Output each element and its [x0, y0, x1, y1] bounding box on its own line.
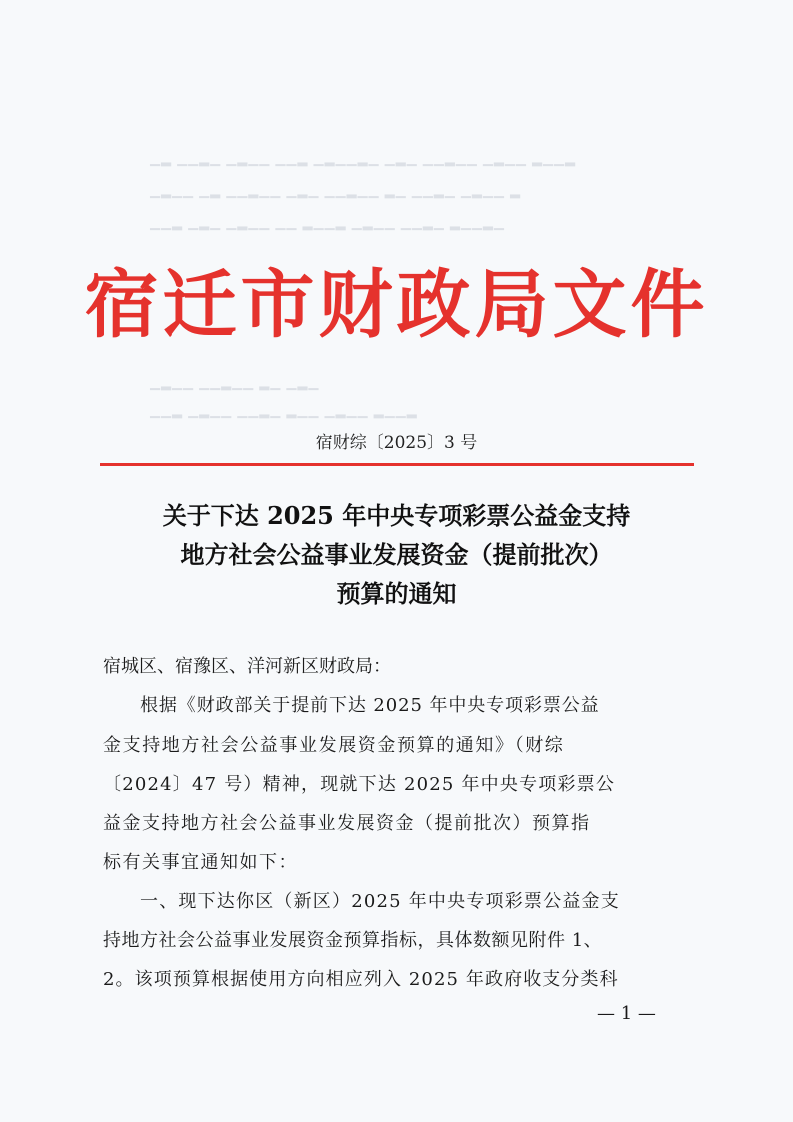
body-line: 一、现下达你区（新区）2025 年中央专项彩票公益金支 [140, 891, 620, 912]
body-line: 标有关事宜通知如下： [103, 852, 298, 873]
notice-title [80, 496, 713, 613]
notice-title-line: 关于下达 2025 年中央专项彩票公益金支持 [162, 501, 631, 530]
show-through-texture: ▁▂▁▁ ▁▂ ▁▁▂▁▁ ▁▂▁ ▁▁▂▁▁ ▂▁ ▁▁▂▁ ▁▂▁▁ ▂ [150, 184, 521, 199]
body-line: 金支持地方社会公益事业发展资金预算的通知》（财综 [103, 735, 565, 756]
show-through-texture: ▁▁▂ ▁▂▁ ▁▂▁▁ ▁▁ ▂▁▁▂ ▁▂▁▁ ▁▁▂▁ ▂▁▁▂▁ [150, 216, 505, 231]
notice-title-line: 预算的通知 [336, 579, 457, 608]
page-number: — 1 — [597, 1003, 656, 1024]
body-line: 持地方社会公益事业发展资金预算指标，具体数额见附件 1、 [103, 930, 603, 951]
addressee: 宿城区、宿豫区、洋河新区财政局： [103, 656, 391, 677]
show-through-texture: ▁▁▂ ▁▂▁▁ ▁▁▂▁ ▂▁▁ ▁▂▁▁ ▂▁▁▂ [150, 404, 418, 419]
body-line: 益金支持地方社会公益事业发展资金（提前批次）预算指 [103, 813, 591, 834]
body-line: 〔2024〕47 号）精神，现就下达 2025 年中央专项彩票公 [103, 774, 616, 795]
show-through-texture: ▁▂▁▁ ▁▁▂▁▁ ▂▁ ▁▂▁ [150, 376, 320, 391]
notice-title-line: 地方社会公益事业发展资金（提前批次） [180, 540, 613, 569]
document-number: 宿财综〔2025〕3 号 [315, 433, 478, 453]
body-line: 2。该项预算根据使用方向相应列入 2025 年政府收支分类科 [103, 969, 619, 990]
document-masthead: 宿迁市财政局文件 [84, 262, 709, 348]
show-through-texture: ▁▂ ▁▁▂▁ ▁▂▁▁ ▁▁▂ ▁▂▁▁▂▁ ▁▂▁ ▁▁▂▁▁ ▁▂▁▁ ▂▁▁▂ [150, 152, 576, 167]
body-line: 根据《财政部关于提前下达 2025 年中央专项彩票公益 [140, 695, 600, 716]
red-divider [100, 463, 694, 466]
